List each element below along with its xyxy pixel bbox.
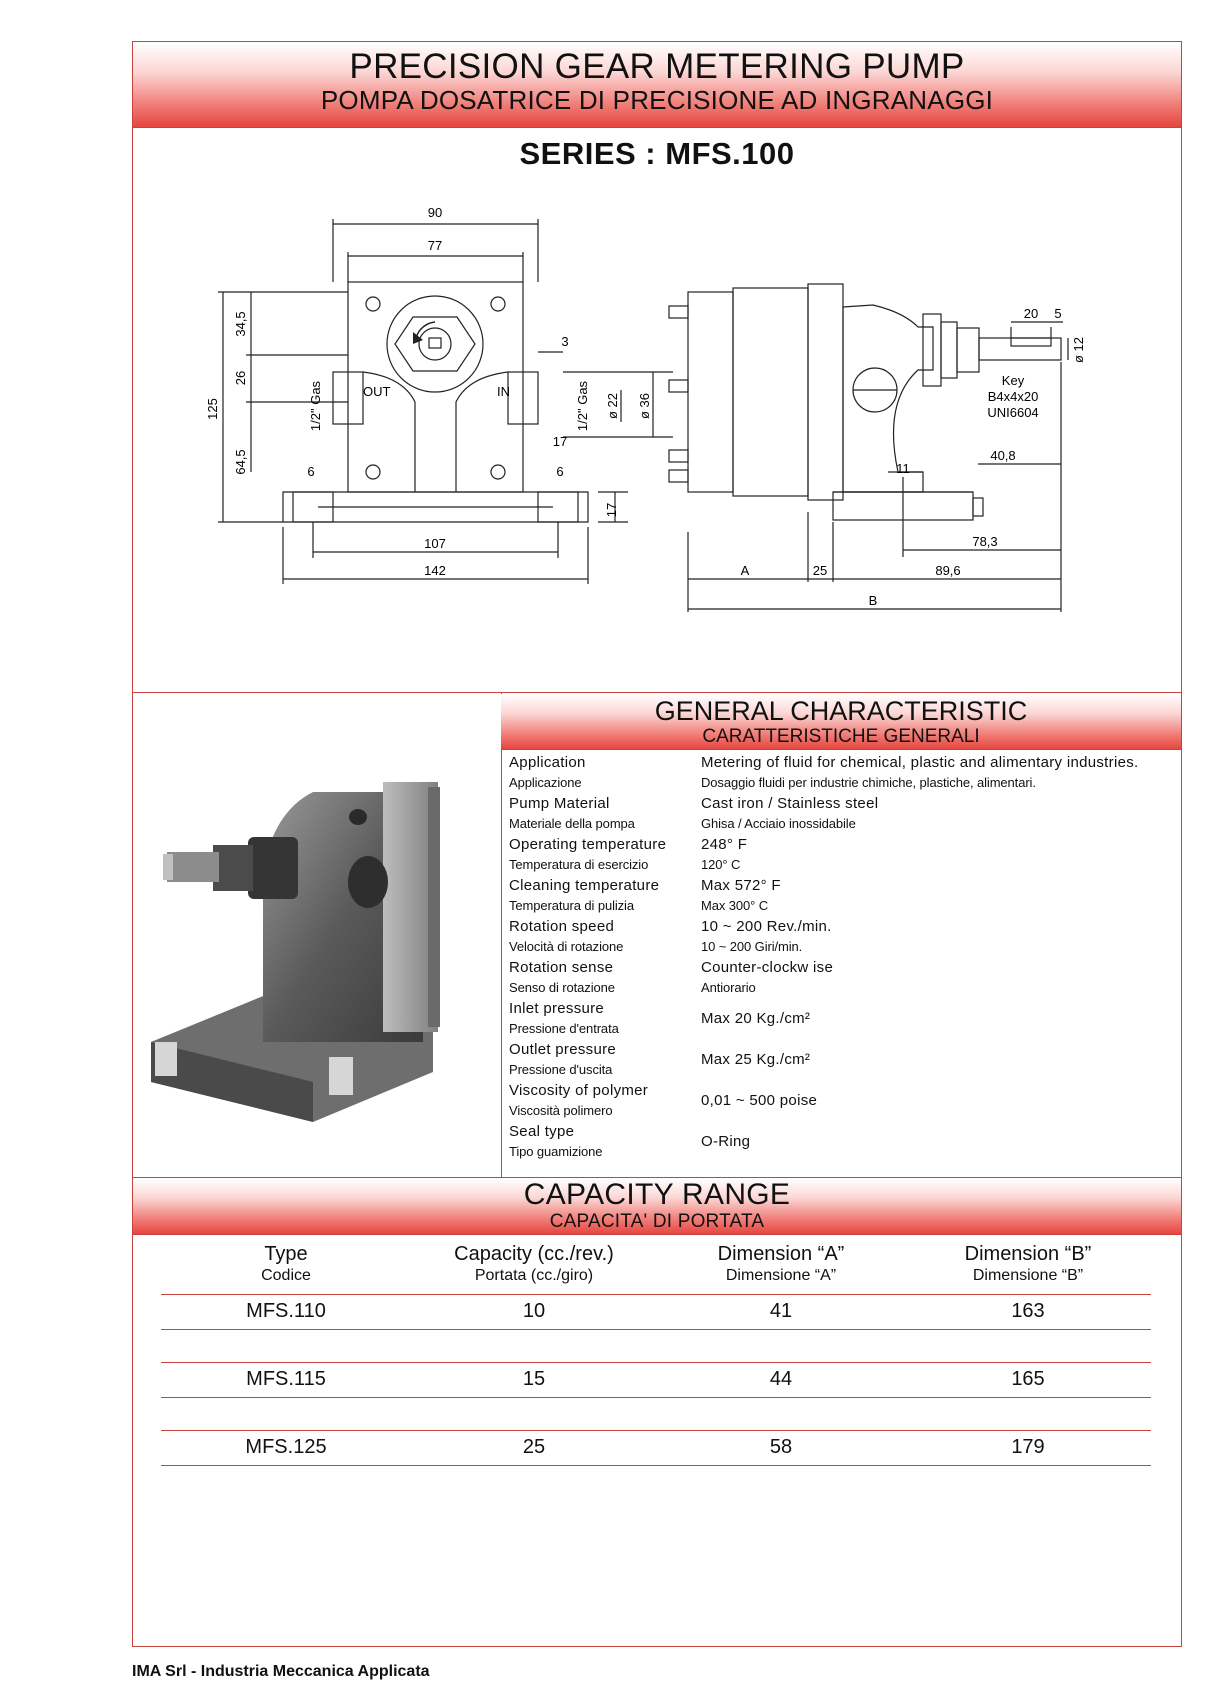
dim-20: 20 <box>1023 306 1039 321</box>
capacity-table-header <box>161 1242 1151 1295</box>
gas-left-label: 1/2" Gas <box>308 380 323 432</box>
spec-label-it: Temperatura di pulizia <box>509 898 634 913</box>
spec-table <box>509 754 1179 1164</box>
table-row <box>161 1431 1151 1466</box>
dim-17-side: 17 <box>604 502 619 518</box>
column-header-en: Capacity (cc./rev.) <box>454 1243 614 1265</box>
dim-78-3: 78,3 <box>972 534 998 549</box>
spec-value: Max 20 Kg./cm² <box>701 1010 811 1027</box>
dim-25: 25 <box>812 563 828 578</box>
dim-17-top: 17 <box>552 434 568 449</box>
dim-77: 77 <box>427 238 443 253</box>
dim-34-5: 34,5 <box>233 311 248 337</box>
cell-dimension-b: 163 <box>1011 1300 1045 1322</box>
spec-label-it: Viscosità polimero <box>509 1103 613 1118</box>
dim-11: 11 <box>896 461 910 476</box>
spec-label-it: Velocità di rotazione <box>509 939 624 954</box>
row-separator <box>161 1398 1151 1431</box>
spec-label-it: Pressione d'entrata <box>509 1021 619 1036</box>
spec-label-it: Materiale della pompa <box>509 816 635 831</box>
spec-row <box>509 918 1179 959</box>
capacity-table <box>161 1242 1151 1466</box>
spec-row <box>509 1000 1179 1041</box>
general-band <box>501 694 1181 750</box>
general-title-en: GENERAL CHARACTERISTIC <box>654 696 1028 726</box>
column-header-en: Type <box>264 1243 308 1265</box>
spec-value: 0,01 ~ 500 poise <box>701 1092 818 1109</box>
cell-type: MFS.125 <box>245 1436 327 1458</box>
spec-label-en: Operating temperature <box>509 836 667 853</box>
technical-drawing <box>133 172 1183 692</box>
dim-6-right: 6 <box>556 464 564 479</box>
cell-type: MFS.110 <box>246 1300 326 1322</box>
dim-A: A <box>740 563 750 578</box>
dim-26: 26 <box>233 370 248 386</box>
spec-label-en: Inlet pressure <box>509 1000 605 1017</box>
spec-label-it: Applicazione <box>509 775 582 790</box>
spec-value-en: Metering of fluid for chemical, plastic and alimentary industries. <box>701 754 1139 771</box>
pump-photo <box>143 742 488 1157</box>
dim-107: 107 <box>424 536 446 551</box>
spec-value-it: Max 300° C <box>701 898 769 913</box>
key-size-label: B4x4x20 <box>987 389 1039 404</box>
spec-value-en: 248° F <box>701 836 748 853</box>
series-title: SERIES : MFS.100 <box>519 136 795 171</box>
capacity-title-en: CAPACITY RANGE <box>523 1178 791 1211</box>
dim-5: 5 <box>1054 306 1062 321</box>
spec-row <box>509 1123 1179 1164</box>
dim-125: 125 <box>205 398 220 420</box>
title-it: POMPA DOSATRICE DI PRECISIONE AD INGRANAGGI <box>320 85 994 115</box>
footer-company: IMA Srl - Industria Meccanica Applicata <box>132 1663 430 1680</box>
spec-row <box>509 1041 1179 1082</box>
spec-label-en: Outlet pressure <box>509 1041 617 1058</box>
key-standard-label: UNI6604 <box>987 405 1039 420</box>
spec-row <box>509 795 1179 836</box>
port-out-label: OUT <box>363 384 391 399</box>
cell-capacity: 15 <box>522 1368 546 1390</box>
spec-value-it: Ghisa / Acciaio inossidabile <box>701 816 856 831</box>
table-row <box>161 1363 1151 1398</box>
cell-capacity: 25 <box>522 1436 546 1458</box>
spec-row <box>509 959 1179 1000</box>
cell-dimension-a: 58 <box>769 1436 793 1458</box>
cell-dimension-b: 179 <box>1011 1436 1045 1458</box>
column-header <box>908 1242 1148 1286</box>
spec-value-it: Antiorario <box>701 980 756 995</box>
port-in-label: IN <box>497 384 510 399</box>
title-band <box>133 42 1181 128</box>
spec-label-en: Application <box>509 754 586 771</box>
column-header-en: Dimension “A” <box>717 1243 845 1265</box>
column-header <box>414 1242 654 1286</box>
column-header <box>661 1242 901 1286</box>
datasheet-frame <box>132 41 1182 1647</box>
spec-value-en: Counter-clockw ise <box>701 959 834 976</box>
section-divider <box>133 692 1181 693</box>
column-header-en: Dimension “B” <box>964 1243 1092 1265</box>
cell-type: MFS.115 <box>246 1368 326 1390</box>
column-header <box>166 1242 406 1286</box>
spec-row <box>509 877 1179 918</box>
column-header-it: Portata (cc./giro) <box>474 1267 594 1284</box>
spec-label-en: Pump Material <box>509 795 610 812</box>
spec-label-it: Pressione d'uscita <box>509 1062 613 1077</box>
cell-dimension-a: 41 <box>769 1300 793 1322</box>
spec-label-en: Rotation sense <box>509 959 614 976</box>
spec-value: O-Ring <box>701 1133 751 1150</box>
spec-label-en: Seal type <box>509 1123 575 1140</box>
spec-label-it: Temperatura di esercizio <box>509 857 649 872</box>
cell-capacity: 10 <box>522 1300 546 1322</box>
dim-90: 90 <box>427 205 443 220</box>
spec-row <box>509 754 1179 795</box>
dim-3: 3 <box>561 334 569 349</box>
cell-dimension-a: 44 <box>769 1368 793 1390</box>
table-row <box>161 1295 1151 1330</box>
dim-6-left: 6 <box>307 464 315 479</box>
column-header-it: Codice <box>261 1267 311 1284</box>
spec-row <box>509 1082 1179 1123</box>
dia-36-label: ø 36 <box>637 392 652 420</box>
dia-12-label: ø 12 <box>1071 336 1086 364</box>
spec-value-it: 120° C <box>701 857 741 872</box>
spec-value-it: Dosaggio fluidi per industrie chimiche, plastiche, alimentari. <box>701 775 1036 790</box>
dim-40-8: 40,8 <box>990 448 1016 463</box>
dim-142: 142 <box>424 563 446 578</box>
spec-value: Max 25 Kg./cm² <box>701 1051 811 1068</box>
spec-label-en: Rotation speed <box>509 918 615 935</box>
general-title-it: CARATTERISTICHE GENERALI <box>702 726 980 747</box>
key-label: Key <box>1001 373 1025 388</box>
spec-label-en: Cleaning temperature <box>509 877 660 894</box>
dim-89-6: 89,6 <box>935 563 961 578</box>
column-divider <box>501 692 502 1177</box>
spec-label-it: Tipo guamizione <box>509 1144 603 1159</box>
dim-64-5: 64,5 <box>233 449 248 475</box>
column-header-it: Dimensione “B” <box>972 1267 1084 1284</box>
capacity-band <box>133 1177 1181 1235</box>
cell-dimension-b: 165 <box>1011 1368 1045 1390</box>
row-separator <box>161 1330 1151 1363</box>
title-en: PRECISION GEAR METERING PUMP <box>349 47 965 86</box>
spec-label-en: Viscosity of polymer <box>509 1082 649 1099</box>
spec-label-it: Senso di rotazione <box>509 980 615 995</box>
spec-value-en: 10 ~ 200 Rev./min. <box>701 918 832 935</box>
column-header-it: Dimensione “A” <box>725 1267 837 1284</box>
spec-value-en: Cast iron / Stainless steel <box>701 795 879 812</box>
spec-row <box>509 836 1179 877</box>
spec-value-en: Max 572° F <box>701 877 781 894</box>
capacity-title-it: CAPACITA' DI PORTATA <box>549 1211 765 1232</box>
gas-right-label: 1/2" Gas <box>575 380 590 432</box>
spec-value-it: 10 ~ 200 Giri/min. <box>701 939 803 954</box>
dim-B: B <box>868 593 878 608</box>
dia-22-label: ø 22 <box>605 392 620 420</box>
